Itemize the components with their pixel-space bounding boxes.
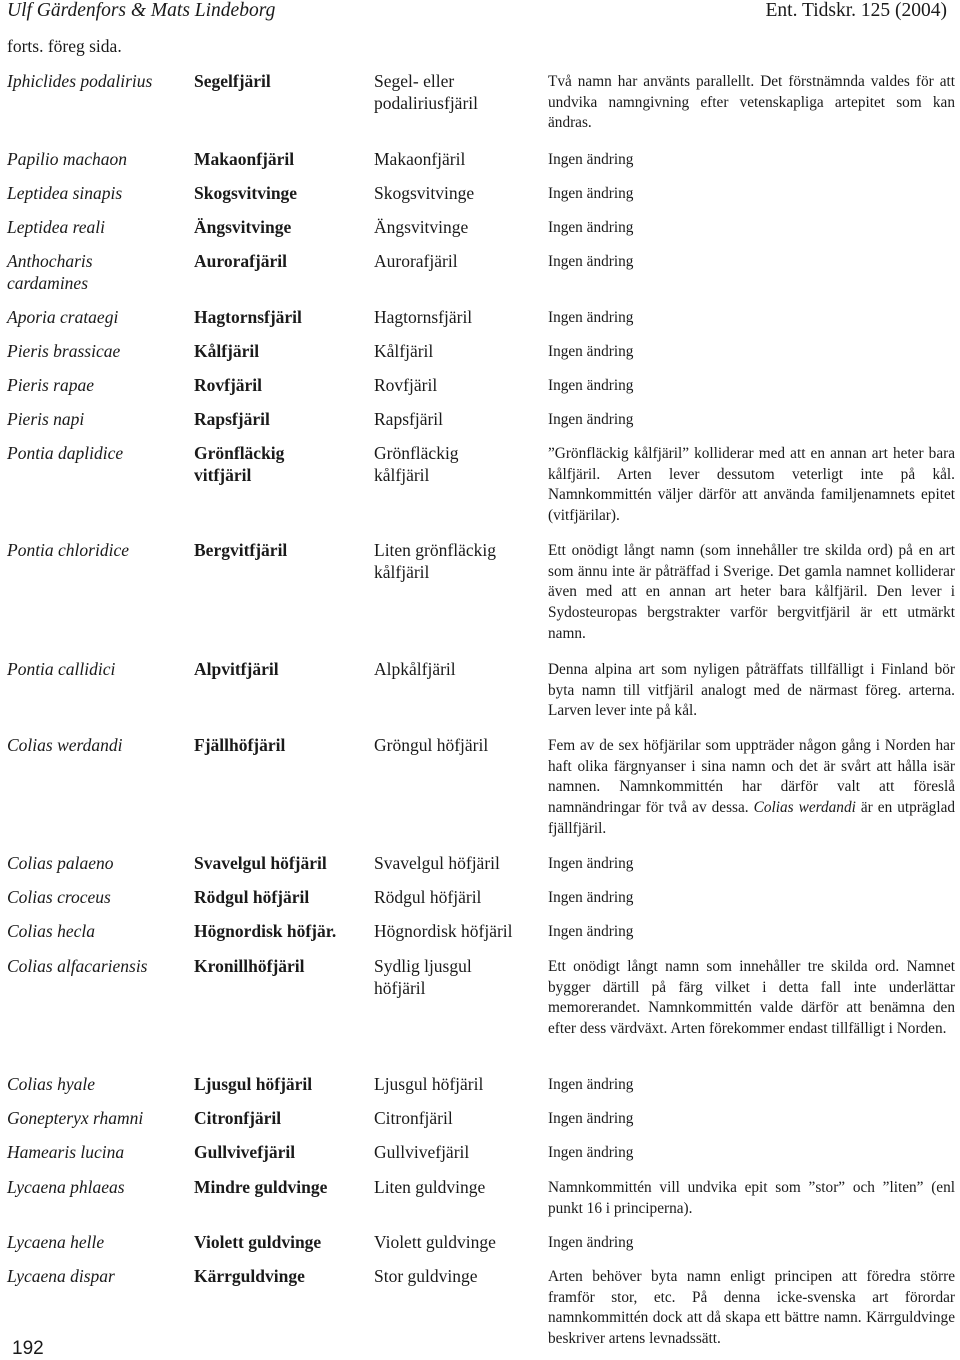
previous-name: Högnordisk höfjäril	[374, 921, 513, 941]
comment-text: Denna alpina art som nyligen påträffats tillfälligt i Finland bör byta namn till vitfjäril analogt med de närmast föreg. arterna. Larven lever inte på kål.	[548, 661, 955, 720]
previous-name: Rödgul höfjäril	[374, 887, 482, 907]
proposed-name: Citronfjäril	[194, 1108, 282, 1128]
scientific-name: Pontia daplidice	[7, 443, 124, 463]
comment-text: Ett onödigt långt namn som innehåller tre skilda ord. Namnet bygger därtill på färg vilket i detta fall inte underlättar memorerandet. Namnkommittén valde därför att benämna den efter dess värdväxt. Arten förekommer endast tillfälligt i Norden.	[548, 958, 955, 1038]
proposed-name: Kronillhöfjäril	[194, 956, 305, 976]
previous-name: Stor guldvinge	[374, 1266, 478, 1286]
previous-name: Rovfjäril	[374, 375, 438, 395]
previous-name: Grönfläckig kålfjäril	[374, 443, 459, 485]
page-number: 192	[12, 1338, 44, 1359]
comment-text: Ingen ändring	[548, 923, 634, 940]
scientific-name: Colias werdandi	[7, 735, 123, 755]
comment-text: Ingen ändring	[548, 309, 634, 326]
previous-name: Rapsfjäril	[374, 409, 444, 429]
comment-text: Ingen ändring	[548, 1110, 634, 1127]
previous-name: Violett guldvinge	[374, 1232, 496, 1252]
proposed-name: Kålfjäril	[194, 341, 260, 361]
comment	[548, 410, 955, 431]
previous-name: Gröngul höfjäril	[374, 735, 489, 755]
scientific-name: Aporia crataegi	[7, 307, 119, 327]
scientific-name: Colias hyale	[7, 1074, 95, 1094]
scientific-name: Anthocharis cardamines	[7, 251, 93, 293]
proposed-name: Makaonfjäril	[194, 149, 295, 169]
comment	[548, 1109, 955, 1130]
comment-text: Ingen ändring	[548, 377, 634, 394]
comment-text: Ingen ändring	[548, 855, 634, 872]
previous-name: Hagtornsfjäril	[374, 307, 473, 327]
scientific-name: Pieris napi	[7, 409, 85, 429]
comment	[548, 1267, 955, 1350]
comment-text: Fem av de sex höfjärilar som uppträder någon gång i Norden har haft olika färgnyanser i sina namn och det är svårt att hålla isär namnen. Namnkommittén har därför valt att föreslå namnändringar för två av dessa.	[548, 737, 955, 817]
comment	[548, 660, 955, 722]
previous-name: Skogsvitvinge	[374, 183, 475, 203]
comment	[548, 957, 955, 1040]
scientific-name: Leptidea sinapis	[7, 183, 123, 203]
scientific-name: Pieris rapae	[7, 375, 95, 395]
comment-text: ”Grönfläckig kålfjäril” kolliderar med att en annan art heter bara kålfjäril. Arten lever dessutom veterligt inte på kål. Namnkommittén väljer därför att använda familjenamnets epitet (vitfjärilar).	[548, 445, 955, 525]
comment-text: Ingen ändring	[548, 343, 634, 360]
previous-name: Segel- eller podaliriusfjäril	[374, 71, 479, 113]
comment-text: Ingen ändring	[548, 219, 634, 236]
comment	[548, 252, 955, 273]
comment	[548, 184, 955, 205]
continuation-note: forts. föreg sida.	[7, 36, 122, 56]
previous-name: Gullvivefjäril	[374, 1142, 470, 1162]
proposed-name: Grönfläckig vitfjäril	[194, 443, 285, 485]
scientific-name: Leptidea reali	[7, 217, 106, 237]
proposed-name: Alpvitfjäril	[194, 659, 279, 679]
scientific-name: Hamearis lucina	[7, 1142, 125, 1162]
previous-name: Aurorafjäril	[374, 251, 458, 271]
previous-name: Liten grönfläckig kålfjäril	[374, 540, 496, 582]
proposed-name: Högnordisk höfjär.	[194, 921, 337, 941]
proposed-name: Ängsvitvinge	[194, 217, 292, 237]
scientific-name: Colias palaeno	[7, 853, 114, 873]
scientific-name: Lycaena dispar	[7, 1266, 115, 1286]
scientific-name: Lycaena phlaeas	[7, 1177, 125, 1197]
header-journal: Ent. Tidskr. 125 (2004)	[765, 0, 947, 21]
comment	[548, 854, 955, 875]
proposed-name: Kärrguldvinge	[194, 1266, 305, 1286]
scientific-name: Lycaena helle	[7, 1232, 105, 1252]
proposed-name: Bergvitfjäril	[194, 540, 288, 560]
proposed-name: Gullvivefjäril	[194, 1142, 296, 1162]
proposed-name: Svavelgul höfjäril	[194, 853, 327, 873]
comment	[548, 1075, 955, 1096]
proposed-name: Rapsfjäril	[194, 409, 270, 429]
comment-text: Namnkommittén vill undvika epit som ”stor” och ”liten” (enl punkt 16 i principerna).	[548, 1179, 955, 1217]
comment-text: Ingen ändring	[548, 889, 634, 906]
comment	[548, 736, 955, 840]
previous-name: Sydlig ljusgul höfjäril	[374, 956, 472, 998]
scientific-name: Pontia chloridice	[7, 540, 129, 560]
comment-tail: är en utpräglad fjällfjäril.	[548, 799, 956, 837]
scientific-name: Colias hecla	[7, 921, 95, 941]
proposed-name: Rovfjäril	[194, 375, 263, 395]
comment-text: Ingen ändring	[548, 185, 634, 202]
proposed-name: Violett guldvinge	[194, 1232, 322, 1252]
comment-text: Ingen ändring	[548, 151, 634, 168]
proposed-name: Segelfjäril	[194, 71, 271, 91]
previous-name: Svavelgul höfjäril	[374, 853, 500, 873]
comment	[548, 308, 955, 329]
previous-name: Ljusgul höfjäril	[374, 1074, 484, 1094]
comment-text: Ingen ändring	[548, 1076, 634, 1093]
previous-name: Ängsvitvinge	[374, 217, 469, 237]
proposed-name: Ljusgul höfjäril	[194, 1074, 313, 1094]
comment-italic: Colias werdandi	[753, 799, 856, 817]
comment	[548, 1143, 955, 1164]
previous-name: Alpkålfjäril	[374, 659, 456, 679]
comment	[548, 150, 955, 171]
scientific-name: Gonepteryx rhamni	[7, 1108, 144, 1128]
previous-name: Citronfjäril	[374, 1108, 453, 1128]
comment-text: Två namn har använts parallellt. Det förstnämnda valdes för att undvika namngivning efter vetenskapliga artepitet som kan ändras.	[548, 73, 955, 132]
comment-text: Arten behöver byta namn enligt principen att föredra större framför stor, etc. På denna icke-svenska art förordar namnkommittén dock att då skapa ett bättre namn. Kärrguldvinge beskriver artens levnadssätt.	[548, 1268, 955, 1348]
comment-text: Ett onödigt långt namn (som innehåller tre skilda ord) på en art som ännu inte är påträffad i Sverige. Det gamla namnet kolliderar även med att en annan art heter bara kålfjäril. Den lever i Sydosteuropas bergstrakter varför bergvitfjäril är ett utmärkt namn.	[548, 542, 955, 642]
proposed-name: Skogsvitvinge	[194, 183, 298, 203]
scientific-name: Pieris brassicae	[7, 341, 121, 361]
comment	[548, 1178, 955, 1219]
scientific-name: Colias croceus	[7, 887, 111, 907]
comment	[548, 444, 955, 527]
scientific-name: Papilio machaon	[7, 149, 128, 169]
proposed-name: Hagtornsfjäril	[194, 307, 302, 327]
proposed-name: Fjällhöfjäril	[194, 735, 286, 755]
comment	[548, 342, 955, 363]
comment	[548, 376, 955, 397]
comment	[548, 218, 955, 239]
comment-text: Ingen ändring	[548, 1234, 634, 1251]
comment	[548, 72, 955, 134]
comment	[548, 541, 955, 645]
comment	[548, 1233, 955, 1254]
proposed-name: Rödgul höfjäril	[194, 887, 310, 907]
scientific-name: Iphiclides podalirius	[7, 71, 153, 91]
scientific-name: Colias alfacariensis	[7, 956, 148, 976]
header-authors: Ulf Gärdenfors & Mats Lindeborg	[7, 0, 276, 21]
scientific-name: Pontia callidici	[7, 659, 116, 679]
previous-name: Kålfjäril	[374, 341, 434, 361]
comment	[548, 888, 955, 909]
comment-text: Ingen ändring	[548, 1144, 634, 1161]
comment-text: Ingen ändring	[548, 253, 634, 270]
proposed-name: Mindre guldvinge	[194, 1177, 328, 1197]
previous-name: Makaonfjäril	[374, 149, 466, 169]
proposed-name: Aurorafjäril	[194, 251, 287, 271]
previous-name: Liten guldvinge	[374, 1177, 486, 1197]
comment	[548, 922, 955, 943]
comment-text: Ingen ändring	[548, 411, 634, 428]
